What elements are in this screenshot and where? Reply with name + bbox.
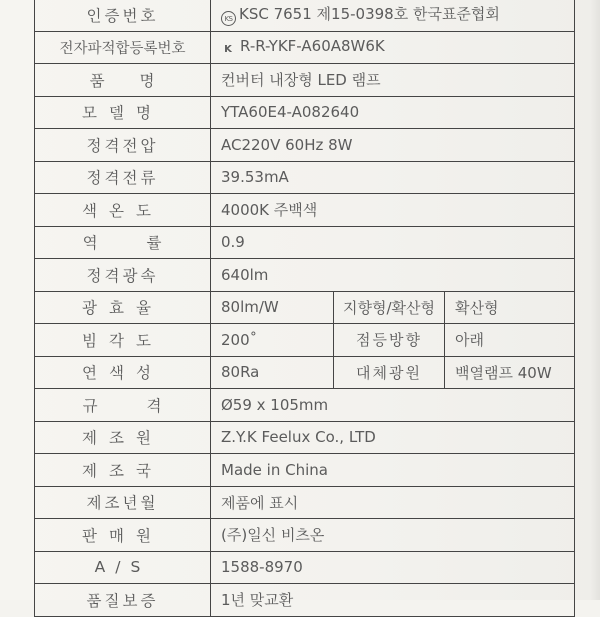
table-row bbox=[35, 194, 575, 227]
row-value-cert-number bbox=[211, 0, 575, 31]
row-label-manufacturer: 제조원 bbox=[35, 421, 211, 454]
table-row bbox=[35, 31, 575, 64]
row-value-manufacture-date: 제품에 표시 bbox=[211, 486, 575, 519]
row-label-seller: 판매원 bbox=[35, 519, 211, 552]
row-label-emc-registration: 전자파적합등록번호 bbox=[35, 31, 211, 64]
row-label-rated-current: 정격전류 bbox=[35, 161, 211, 194]
row-value-seller: (주)일신 비츠온 bbox=[211, 519, 575, 552]
row-value-beam-angle: 200˚ bbox=[211, 324, 334, 357]
row-label-color-rendering: 연색성 bbox=[35, 356, 211, 389]
row-label-warranty: 품질보증 bbox=[35, 584, 211, 617]
row-value-warranty: 1년 맞교환 bbox=[211, 584, 575, 617]
table-row bbox=[35, 519, 575, 552]
table-row bbox=[35, 551, 575, 584]
row-value-dimensions: Ø59 x 105mm bbox=[211, 389, 575, 422]
row-label-power-factor: 역 률 bbox=[35, 226, 211, 259]
row-value-rated-current: 39.53mA bbox=[211, 161, 575, 194]
row-value-product-name: 컨버터 내장형 LED 램프 bbox=[211, 64, 575, 97]
table-row bbox=[35, 64, 575, 97]
row-sublabel-lighting-direction: 점등방향 bbox=[334, 324, 445, 357]
table-row bbox=[35, 291, 575, 324]
row-label-cert-number: 인증번호 bbox=[35, 0, 211, 31]
row-value-power-factor: 0.9 bbox=[211, 226, 575, 259]
table-row bbox=[35, 161, 575, 194]
row-value-color-temperature: 4000K 주백색 bbox=[211, 194, 575, 227]
row-label-efficiency: 광효율 bbox=[35, 291, 211, 324]
table-row bbox=[35, 421, 575, 454]
row-label-manufacture-date: 제조년월 bbox=[35, 486, 211, 519]
specification-table bbox=[34, 0, 575, 617]
table-row bbox=[35, 486, 575, 519]
row-value-rated-voltage: AC220V 60Hz 8W bbox=[211, 129, 575, 162]
cert-number-text: KSC 7651 제15-0398호 한국표준협회 bbox=[239, 5, 500, 24]
emc-number-text: R-R-YKF-A60A8W6K bbox=[240, 37, 385, 56]
row-value-model: YTA60E4-A082640 bbox=[211, 96, 575, 129]
row-value-emc-registration bbox=[211, 31, 575, 64]
row-label-rated-voltage: 정격전압 bbox=[35, 129, 211, 162]
table-row bbox=[35, 324, 575, 357]
table-row bbox=[35, 259, 575, 292]
row-label-luminous-flux: 정격광속 bbox=[35, 259, 211, 292]
kc-certification-icon: K bbox=[224, 44, 232, 56]
table-row bbox=[35, 356, 575, 389]
ks-certification-icon: KS bbox=[221, 11, 236, 26]
row-subvalue-beam-type: 확산형 bbox=[445, 291, 575, 324]
row-subvalue-replacement: 백열램프 40W bbox=[445, 356, 575, 389]
row-label-country: 제조국 bbox=[35, 454, 211, 487]
row-subvalue-lighting-direction: 아래 bbox=[445, 324, 575, 357]
row-label-after-service: A/S bbox=[35, 551, 211, 584]
page-edge-shadow bbox=[590, 0, 600, 600]
row-sublabel-beam-type: 지향형/확산형 bbox=[334, 291, 445, 324]
table-row bbox=[35, 96, 575, 129]
row-label-model: 모델명 bbox=[35, 96, 211, 129]
row-value-after-service: 1588-8970 bbox=[211, 551, 575, 584]
table-row bbox=[35, 389, 575, 422]
row-sublabel-replacement: 대체광원 bbox=[334, 356, 445, 389]
row-value-efficiency: 80lm/W bbox=[211, 291, 334, 324]
row-label-beam-angle: 빔각도 bbox=[35, 324, 211, 357]
row-value-manufacturer: Z.Y.K Feelux Co., LTD bbox=[211, 421, 575, 454]
row-label-product-name: 품 명 bbox=[35, 64, 211, 97]
table-row bbox=[35, 226, 575, 259]
table-row bbox=[35, 0, 575, 31]
row-label-dimensions: 규 격 bbox=[35, 389, 211, 422]
row-value-color-rendering: 80Ra bbox=[211, 356, 334, 389]
row-value-country: Made in China bbox=[211, 454, 575, 487]
table-row bbox=[35, 129, 575, 162]
table-row bbox=[35, 454, 575, 487]
row-label-color-temperature: 색온도 bbox=[35, 194, 211, 227]
row-value-luminous-flux: 640lm bbox=[211, 259, 575, 292]
